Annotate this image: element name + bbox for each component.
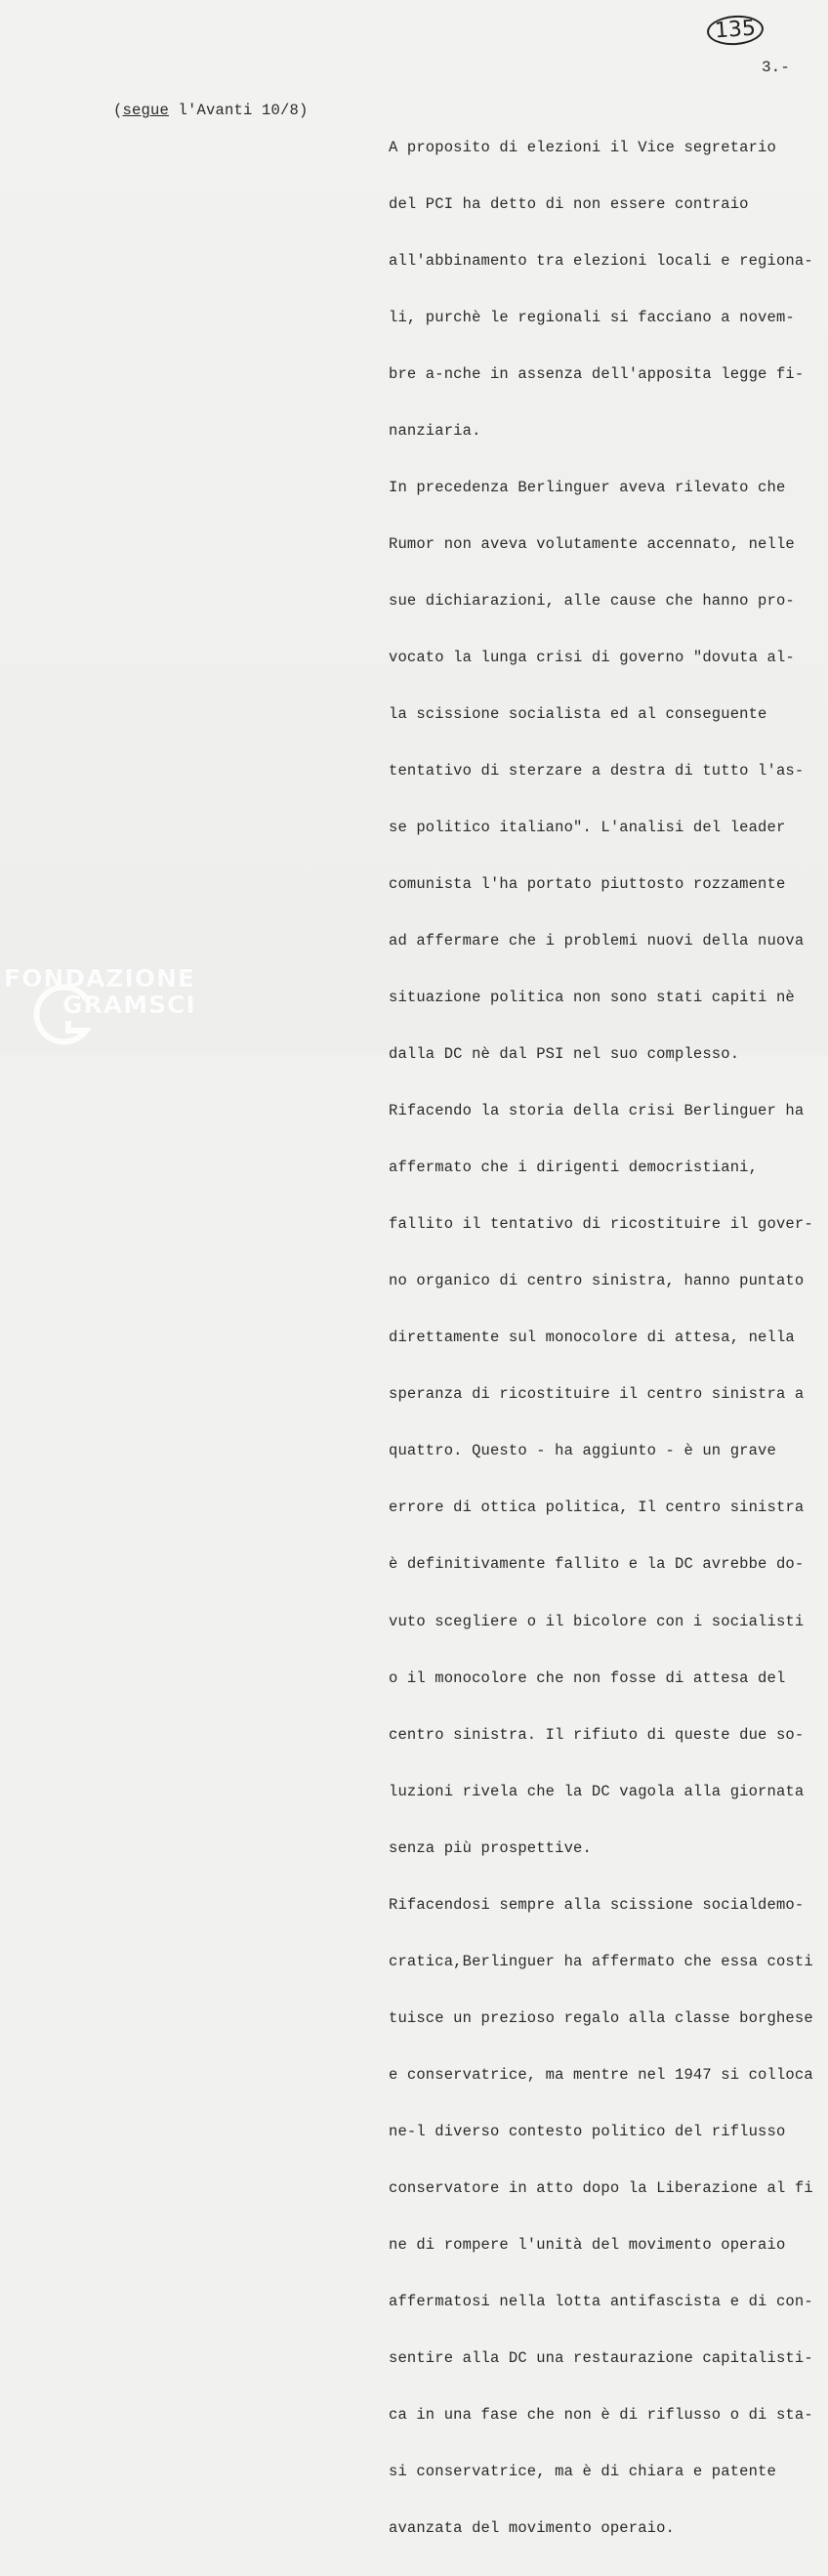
text-line: senza più prospettive. [389,1838,592,1857]
text-line: del PCI ha detto di non essere contraio [389,194,749,213]
text-line: Rifacendosi sempre alla scissione socialdemo- [389,1895,805,1914]
text-line: Rifacendo la storia della crisi Berlinguer ha [389,1102,805,1120]
text-line: speranza di ricostituire il centro sinistra a [389,1385,805,1404]
text-line: centro sinistra. Il rifiuto di queste due so- [389,1725,805,1744]
text-line: nanziaria. [389,421,481,440]
text-line: ca in una fase che non è di riflusso o di sta- [389,2405,813,2424]
text-line: luzioni rivela che la DC vagola alla giornata [389,1782,805,1800]
continuation-rest: l'Avanti 10/8) [169,102,309,119]
text-line: dalla DC nè dal PSI nel suo complesso. [389,1045,740,1064]
text-line: se politico italiano". L'analisi del leader [389,819,786,837]
text-line: cratica,Berlinguer ha affermato che essa costi [389,1952,813,1970]
text-line: conservatore in atto dopo la Liberazione al fi [389,2178,813,2197]
fondazione-gramsci-watermark [4,965,196,1018]
text-line: ne di rompere l'unità del movimento operaio [389,2235,786,2254]
text-line: direttamente sul monocolore di attesa, nella [389,1329,795,1347]
text-line: vocato la lunga crisi di governo "dovuta al- [389,648,795,666]
text-line: sue dichiarazioni, alle cause che hanno pro- [389,591,795,610]
watermark-line1: FONDAZIONE [4,964,196,992]
text-line: si conservatrice, ma è di chiara e patente [389,2462,776,2480]
continuation-paren-open: ( [113,102,123,119]
continuation-note [113,102,309,119]
text-line: ne-l diverso contesto politico del riflusso [389,2122,786,2140]
text-line: situazione politica non sono stati capiti nè [389,989,795,1007]
page-number: 3.- [762,59,790,76]
text-line: comunista l'ha portato piuttosto rozzamente [389,875,786,894]
text-line: no organico di centro sinistra, hanno puntato [389,1272,805,1290]
text-line: quattro. Questo - ha aggiunto - è un grave [389,1442,776,1460]
typed-body-text [389,101,828,2576]
text-line: la scissione socialista ed al conseguente [389,705,767,723]
text-line: tentativo di sterzare a destra di tutto l'as- [389,762,805,781]
archive-number-stamp: 135 [706,14,765,47]
text-line: avanzata del movimento operaio. [389,2519,675,2537]
text-line: affermato che i dirigenti democristiani, [389,1159,759,1177]
text-line: fallito il tentativo di ricostituire il gover- [389,1215,813,1234]
text-line: bre a-nche in assenza dell'apposita legge fi- [389,364,805,383]
text-line: li, purchè le regionali si facciano a novem- [389,308,795,326]
text-line: o il monocolore che non fosse di attesa del [389,1668,786,1687]
text-line: Rumor non aveva volutamente accennato, nelle [389,534,795,553]
text-line: tuisce un prezioso regalo alla classe borghese [389,2008,813,2027]
text-line: errore di ottica politica, Il centro sinistra [389,1499,805,1517]
watermark-line2: GRAMSCI [62,991,196,1019]
text-line: In precedenza Berlinguer aveva rilevato che [389,478,786,496]
text-line: sentire alla DC una restaurazione capitalisti- [389,2348,813,2367]
text-line: vuto scegliere o il bicolore con i socialisti [389,1612,805,1630]
text-line: ad affermare che i problemi nuovi della nuova [389,932,805,950]
continuation-underlined-word: segue [122,102,170,119]
text-line: A proposito di elezioni il Vice segretario [389,138,776,156]
text-line: e conservatrice, ma mentre nel 1947 si colloca [389,2065,813,2084]
text-line: affermatosi nella lotta antifascista e di con- [389,2292,813,2310]
text-line: all'abbinamento tra elezioni locali e regiona- [389,251,813,270]
text-line: è definitivamente fallito e la DC avrebbe do- [389,1555,805,1574]
